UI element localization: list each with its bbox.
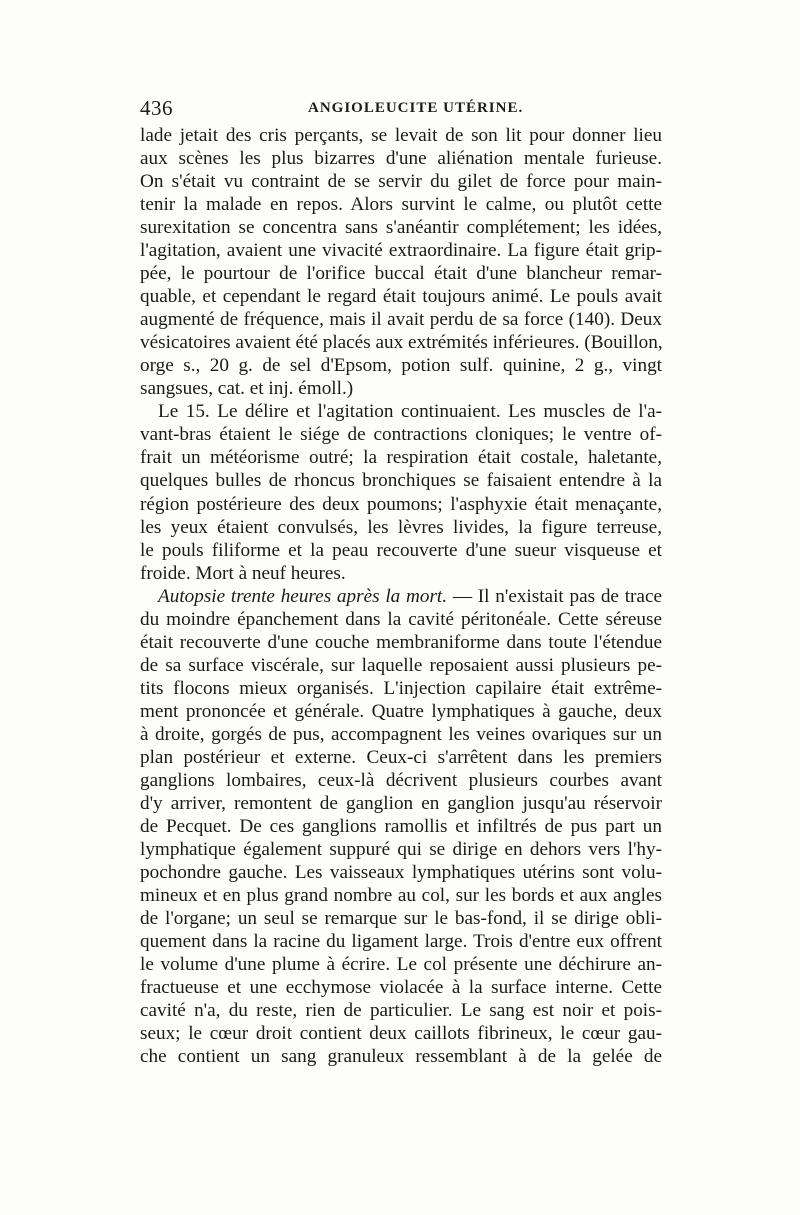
text-line: cavité n'a, du reste, rien de particulier. Le sang est noir et pois- — [140, 1000, 662, 1022]
text-line: ment prononcée et générale. Quatre lymphatiques à gauche, deux — [140, 700, 662, 722]
text-line: était recouverte d'une couche membraniforme dans toute l'étendue — [140, 631, 662, 653]
text-line: orge s., 20 g. de sel d'Epsom, potion sulf. quinine, 2 g., vingt — [140, 355, 662, 377]
text-line: quelques bulles de rhoncus bronchiques se faisaient entendre à la — [140, 470, 662, 492]
text-line: seux; le cœur droit contient deux caillots fibrineux, le cœur gau- — [140, 1023, 662, 1045]
text-fragment: — Il n'existait pas de trace — [447, 585, 662, 607]
text-line: quable, et cependant le regard était toujours animé. Le pouls avait — [140, 286, 662, 308]
page-header — [138, 96, 662, 126]
text-line: vésicatoires avaient été placés aux extrémités inférieures. (Bouillon, — [140, 332, 663, 354]
running-title: ANGIOLEUCITE UTÉRINE. — [308, 100, 524, 116]
text-line: le pouls filiforme et la peau recouverte d'une sueur visqueuse et — [140, 539, 662, 561]
text-line: région postérieure des deux poumons; l'asphyxie était menaçante, — [140, 493, 662, 515]
text-line — [140, 585, 662, 608]
text-line: augmenté de fréquence, mais il avait perdu de sa force (140). Deux — [140, 309, 662, 331]
text-line: vant-bras étaient le siége de contractions cloniques; le ventre of- — [140, 424, 662, 446]
page-number: 436 — [140, 96, 173, 120]
text-line: de l'organe; un seul se remarque sur le bas-fond, il se dirige obli- — [140, 908, 662, 930]
text-line: de sa surface viscérale, sur laquelle reposaient aussi plusieurs pe- — [140, 654, 662, 676]
body-text — [140, 124, 662, 1068]
text-line: les yeux étaient convulsés, les lèvres livides, la figure terreuse, — [140, 516, 662, 538]
text-line: plan postérieur et externe. Ceux-ci s'arrêtent dans les premiers — [140, 746, 662, 768]
text-line: à droite, gorgés de pus, accompagnent les veines ovariques sur un — [140, 723, 662, 745]
text-line: de Pecquet. De ces ganglions ramollis et infiltrés de pus part un — [140, 815, 662, 837]
autopsy-heading: Autopsie trente heures après la mort. — [158, 585, 448, 607]
text-line: lade jetait des cris perçants, se levait de son lit pour donner lieu — [140, 125, 662, 146]
text-line: tenir la malade en repos. Alors survint le calme, ou plutôt cette — [140, 194, 662, 216]
text-line: aux scènes les plus bizarres d'une aliénation mentale furieuse. — [140, 148, 662, 170]
text-line: surexitation se concentra sans s'anéantir complétement; les idées, — [140, 217, 662, 239]
text-line: frait un météorisme outré; la respiration était costale, haletante, — [140, 447, 662, 469]
text-line: On s'était vu contraint de se servir du gilet de force pour main- — [140, 171, 662, 193]
text-line: fractueuse et une ecchymose violacée à la surface interne. Cette — [140, 977, 662, 999]
text-line: sangsues, cat. et inj. émoll.) — [140, 378, 354, 400]
text-line: froide. Mort à neuf heures. — [140, 562, 346, 584]
text-line: pée, le pourtour de l'orifice buccal était d'une blancheur remar- — [140, 263, 662, 285]
text-line: du moindre épanchement dans la cavité péritonéale. Cette séreuse — [140, 608, 662, 630]
text-line: mineux et en plus grand nombre au col, sur les bords et aux angles — [140, 885, 662, 907]
text-line: tits flocons mieux organisés. L'injection capilaire était extrême- — [140, 677, 662, 699]
text-line: quement dans la racine du ligament large. Trois d'entre eux offrent — [140, 931, 662, 953]
text-line: le volume d'une plume à écrire. Le col présente une déchirure an- — [140, 954, 662, 976]
text-line: che contient un sang granuleux ressemblant à de la gelée de — [140, 1046, 662, 1068]
text-line: lymphatique également suppuré qui se dirige en dehors vers l'hy- — [140, 838, 662, 860]
text-line: d'y arriver, remontent de ganglion en ganglion jusqu'au réservoir — [140, 792, 662, 814]
text-line: pochondre gauche. Les vaisseaux lymphatiques utérins sont volu- — [140, 862, 662, 883]
text-line: Le 15. Le délire et l'agitation continuaient. Les muscles de l'a- — [158, 401, 662, 423]
text-line: ganglions lombaires, ceux-là décrivent plusieurs courbes avant — [140, 769, 662, 791]
text-line: l'agitation, avaient une vivacité extraordinaire. La figure était grip- — [140, 240, 662, 262]
